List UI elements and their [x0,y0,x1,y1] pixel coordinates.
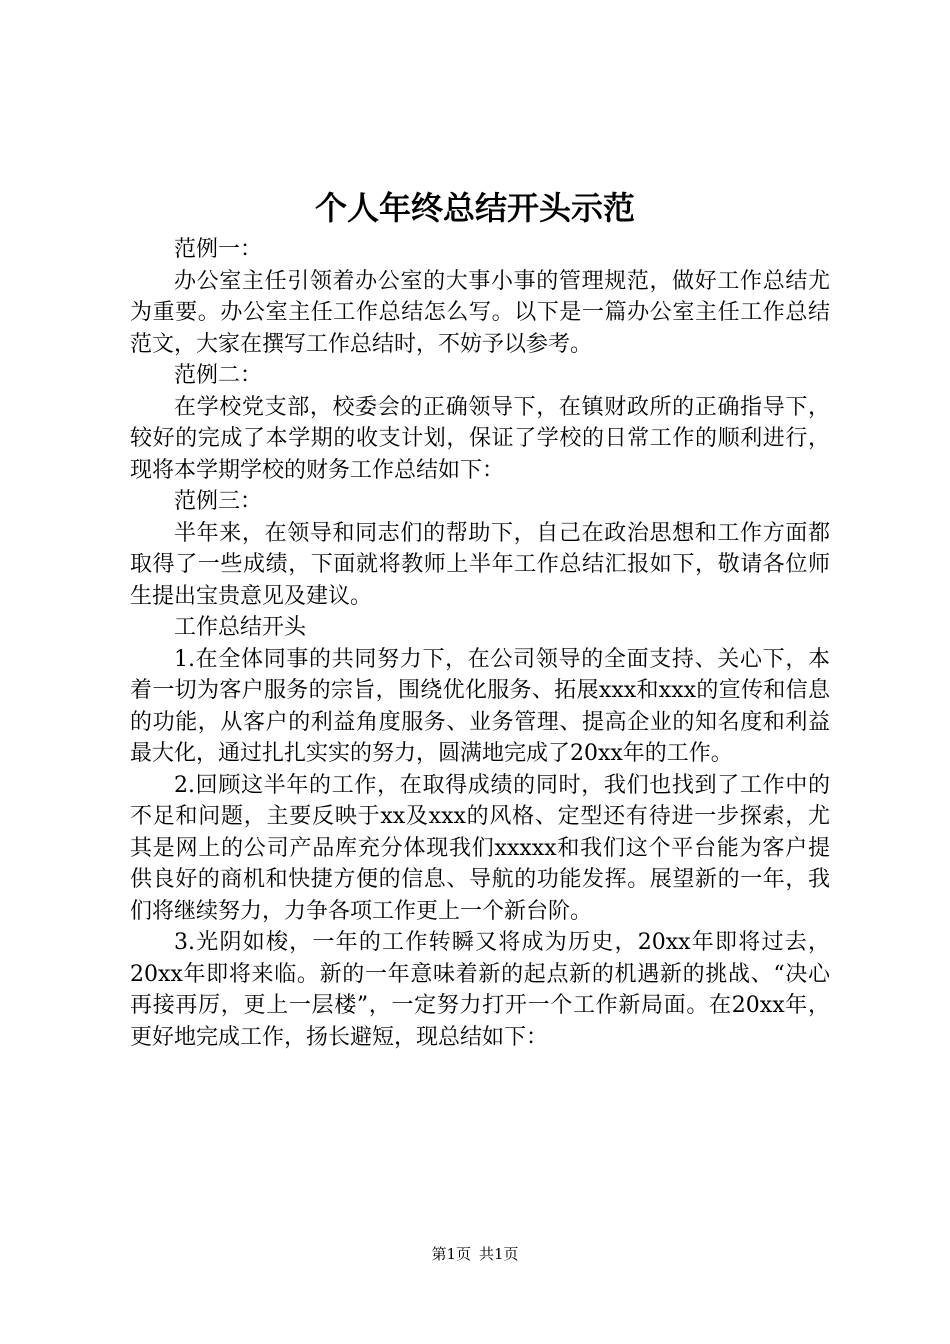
document-title: 个人年终总结开头示范 [314,189,635,227]
page-footer [0,1244,950,1264]
page-number-current: 第1页 [431,1245,471,1263]
paragraph-example-2-text: 在学校党支部，校委会的正确领导下，在镇财政所的正确指导下，较好的完成了本学期的收支计划，保证了学校的日常工作的顺利进行，现将本学期学校的财务工作总结如下： [130,394,830,483]
paragraph-example-3-heading: 范例三： [174,489,263,514]
paragraph-item-1: 1.在全体同事的共同努力下，在公司领导的全面支持、关心下，本着一切为客户服务的宗旨，围绕优化服务、拓展xxx和xxx的宣传和信息的功能，从客户的利益角度服务、业务管理、提高企业的知名度和利益最大化，通过扎扎实实的努力，圆满地完成了20xx年的工作。 [130,646,830,766]
paragraph-section-heading: 工作总结开头 [174,615,307,640]
paragraph-example-1-text: 办公室主任引领着办公室的大事小事的管理规范，做好工作总结尤为重要。办公室主任工作总结怎么写。以下是一篇办公室主任工作总结范文，大家在撰写工作总结时，不妨予以参考。 [130,268,830,357]
paragraph-example-3-text: 半年来，在领导和同志们的帮助下，自己在政治思想和工作方面都取得了一些成绩，下面就将教师上半年工作总结汇报如下，敬请各位师生提出宝贵意见及建议。 [130,520,830,609]
paragraph-item-2: 2.回顾这半年的工作，在取得成绩的同时，我们也找到了工作中的不足和问题，主要反映于xx及xxx的风格、定型还有待进一步探索，尤其是网上的公司产品库充分体现我们xxxxx和我们这个平台能为客户提供良好的商机和快捷方便的信息、导航的功能发挥。展望新的一年，我们将继续努力，力争各项工作更上一个新台阶。 [130,772,830,924]
paragraph-example-2-heading: 范例二： [174,363,263,388]
page-number-total: 共1页 [479,1245,519,1263]
paragraph-item-3: 3.光阴如梭，一年的工作转瞬又将成为历史，20xx年即将过去，20xx年即将来临。新的一年意味着新的起点新的机遇新的挑战、“决心再接再厉，更上一层楼”，一定努力打开一个工作新局面。在20xx年，更好地完成工作，扬长避短，现总结如下： [130,930,830,1050]
document-body [130,234,830,1053]
paragraph-example-1-heading: 范例一： [174,237,263,262]
